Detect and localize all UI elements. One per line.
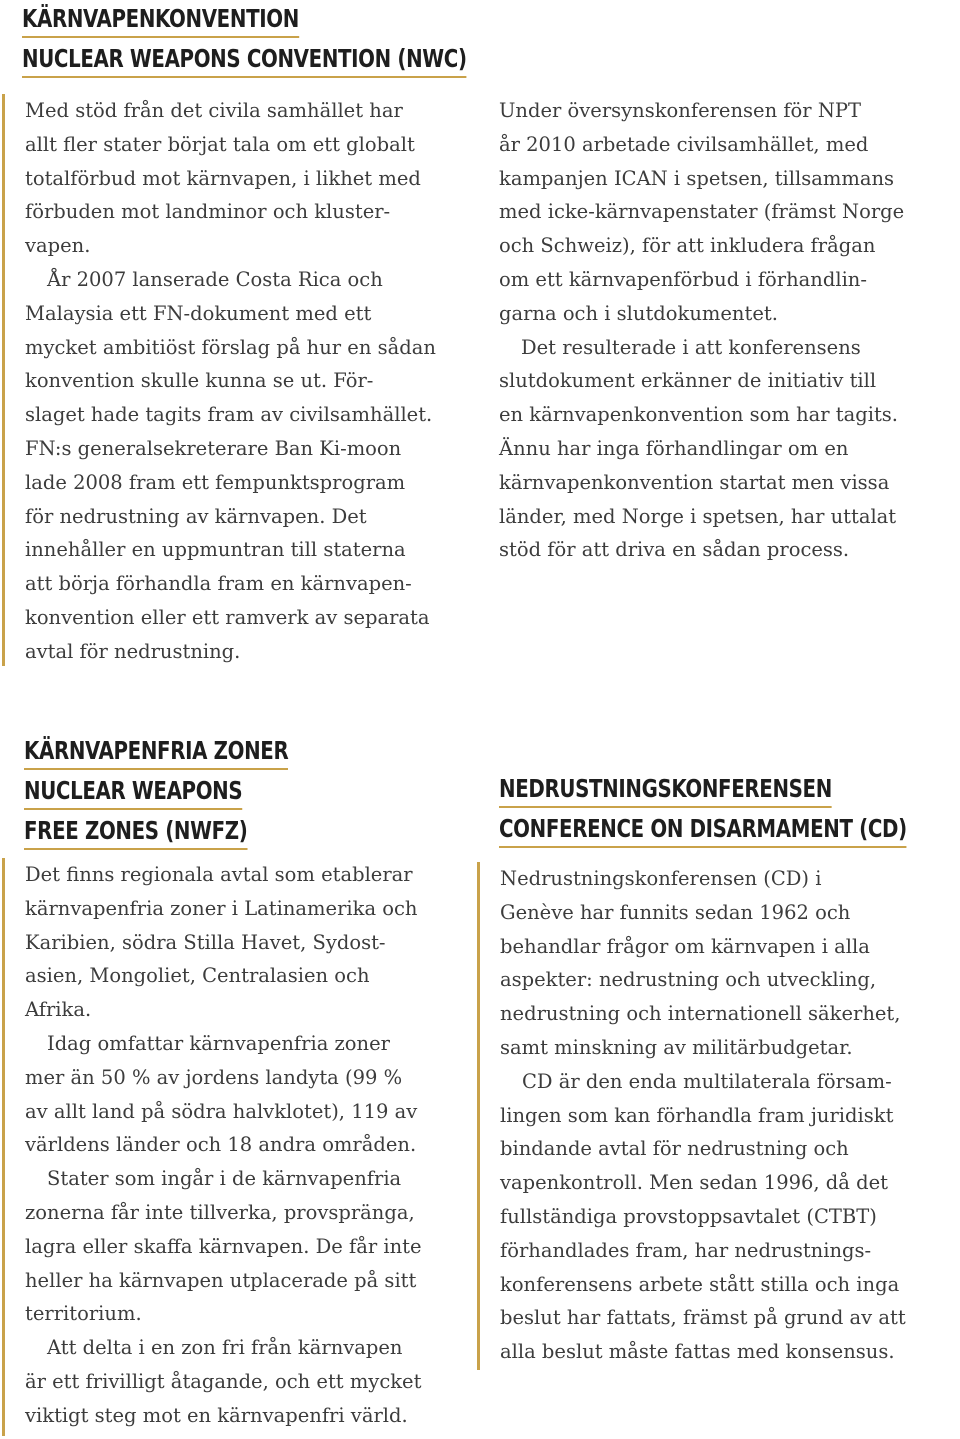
nwc-heading-sv: KÄRNVAPENKONVENTION [22, 2, 299, 38]
nwfz-heading [24, 734, 324, 854]
cd-heading-en: CONFERENCE ON DISARMAMENT (CD) [499, 812, 907, 848]
cd-paragraph-1: Nedrustningskonferensen (CD) i Genève har funnits sedan 1962 och behandlar frågor om kärnvapen i alla aspekter: nedrustning och utveckling, nedrustning och internationell säkerhet, samt minskning av militärbudgetar. [500, 867, 901, 1059]
cd-heading-sv: NEDRUSTNINGSKONFERENSEN [499, 772, 832, 808]
nwfz-paragraph-3: Stater som ingår i de kärnvapenfria zonerna får inte tillverka, provspränga, lagra eller skaffa kärnvapen. De får inte heller ha kärnvapen utplacerade på sitt territorium. [25, 1167, 422, 1326]
nwfz-heading-en-2: FREE ZONES (NWFZ) [24, 814, 247, 850]
nwc-right-column [499, 94, 954, 567]
nwfz-heading-en-1: NUCLEAR WEAPONS [24, 774, 242, 810]
nwc-left-paragraph-2: År 2007 lanserade Costa Rica och Malaysia ett FN-dokument med ett mycket ambitiöst förslag på hur en sådan konvention skulle kunna se ut. För- slaget hade tagits fram av civilsamhället. FN:s generalsekreterare Ban Ki-moon lade 2008 fram ett fempunktsprogram för nedrustning av kärnvapen. Det innehåller en uppmuntran till staterna att börja förhandla fram en kärnvapen- konvention eller ett ramverk av separata avtal för nedrustning. [25, 267, 436, 663]
nwc-right-paragraph-2: Det resulterade i att konferensens slutdokument erkänner de initiativ till en kärnvapenkonvention som har tagits. Ännu har inga förhandlingar om en kärnvapenkonvention startat men vissa länder, med Norge i spetsen, har uttalat stöd för att driva en sådan process. [499, 335, 899, 562]
nwc-right-paragraph-1: Under översynskonferensen för NPT år 2010 arbetade civilsamhället, med kampanjen ICAN i spetsen, tillsammans med icke-kärnvapenstater (främst Norge och Schweiz), för att inkludera frågan om ett kärnvapenförbud i förhandlin- garna och i slutdokumentet. [499, 99, 905, 325]
cd-paragraph-2: CD är den enda multilaterala försam- lingen som kan förhandla fram juridiskt bindande avtal för nedrustning och vapenkontroll. Men sedan 1996, då det fullständiga provstoppsavtalet (CTBT) förhandlades fram, har nedrustnings- konferensens arbete stått stilla och inga beslut har fattats, främst på grund av att alla beslut måste fattas med konsensus. [500, 1069, 906, 1364]
cd-body [477, 862, 960, 1370]
nwfz-body [2, 858, 475, 1436]
nwfz-paragraph-1: Det finns regionala avtal som etablerar kärnvapenfria zoner i Latinamerika och Karibien, södra Stilla Havet, Sydost- asien, Mongoliet, Centralasien och Afrika. [25, 863, 418, 1022]
nwc-left-column [2, 94, 475, 666]
nwfz-paragraph-2: Idag omfattar kärnvapenfria zoner mer än 50 % av jordens landyta (99 % av allt land på södra halvklotet), 119 av världens länder och 18 andra områden. [25, 1031, 418, 1157]
nwc-heading-en: NUCLEAR WEAPONS CONVENTION (NWC) [22, 42, 467, 78]
nwc-left-paragraph-1: Med stöd från det civila samhället har allt fler stater börjat tala om ett globalt totalförbud mot kärnvapen, i likhet med förbuden mot landminor och kluster- vapen. [25, 99, 421, 258]
nwfz-paragraph-4: Att delta i en zon fri från kärnvapen är ett frivilligt åtagande, och ett mycket viktigt steg mot en kärnvapenfri värld. [25, 1336, 422, 1427]
nwfz-heading-sv: KÄRNVAPENFRIA ZONER [24, 734, 288, 770]
nwc-heading [22, 2, 527, 82]
cd-heading [499, 772, 960, 852]
